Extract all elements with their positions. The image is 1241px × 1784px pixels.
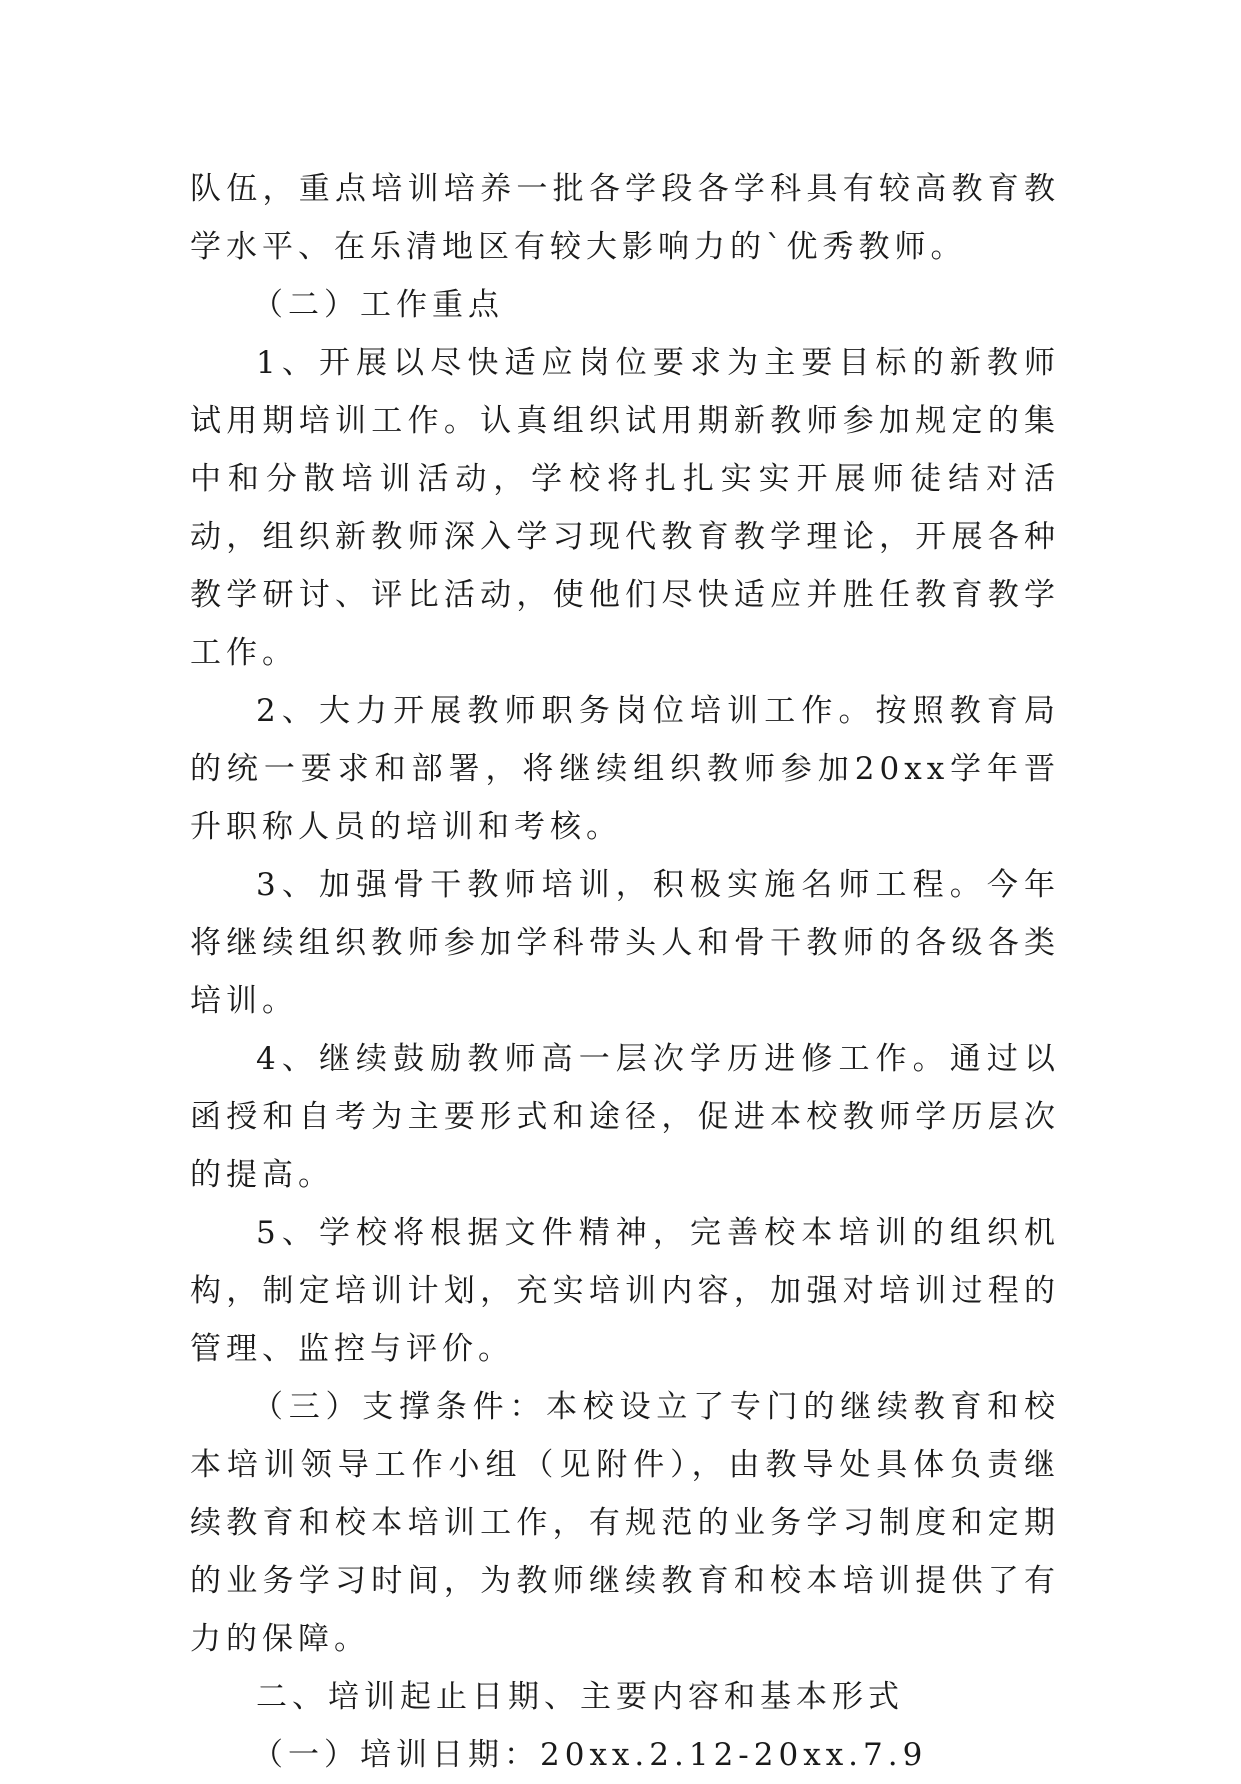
document-body	[190, 160, 1060, 1784]
paragraph-training-date: （一）培训日期：20xx.2.12-20xx.7.9	[252, 1737, 928, 1773]
paragraph-item-2: 2、大力开展教师职务岗位培训工作。按照教育局的统一要求和部署，将继续组织教师参加20xx学年晋升职称人员的培训和考核。	[190, 693, 1060, 845]
paragraph-item-5: 5、学校将根据文件精神，完善校本培训的组织机构，制定培训计划，充实培训内容，加强对培训过程的管理、监控与评价。	[190, 1215, 1060, 1367]
section-heading-work-focus: （二）工作重点	[252, 287, 504, 323]
section-heading-training-dates: 二、培训起止日期、主要内容和基本形式	[256, 1679, 904, 1715]
paragraph-continuation: 队伍，重点培训培养一批各学段各学科具有较高教育教学水平、在乐清地区有较大影响力的`优秀教师。	[190, 171, 1060, 265]
paragraph-item-3: 3、加强骨干教师培训，积极实施名师工程。今年将继续组织教师参加学科带头人和骨干教师的各级各类培训。	[190, 867, 1060, 1019]
paragraph-item-1: 1、开展以尽快适应岗位要求为主要目标的新教师试用期培训工作。认真组织试用期新教师参加规定的集中和分散培训活动，学校将扎扎实实开展师徒结对活动，组织新教师深入学习现代教育教学理论，开展各种教学研讨、评比活动，使他们尽快适应并胜任教育教学工作。	[190, 345, 1060, 671]
paragraph-support-conditions: （三）支撑条件：本校设立了专门的继续教育和校本培训领导工作小组（见附件），由教导处具体负责继续教育和校本培训工作，有规范的业务学习制度和定期的业务学习时间，为教师继续教育和校本培训提供了有力的保障。	[190, 1389, 1060, 1657]
paragraph-item-4: 4、继续鼓励教师高一层次学历进修工作。通过以函授和自考为主要形式和途径，促进本校教师学历层次的提高。	[190, 1041, 1060, 1193]
